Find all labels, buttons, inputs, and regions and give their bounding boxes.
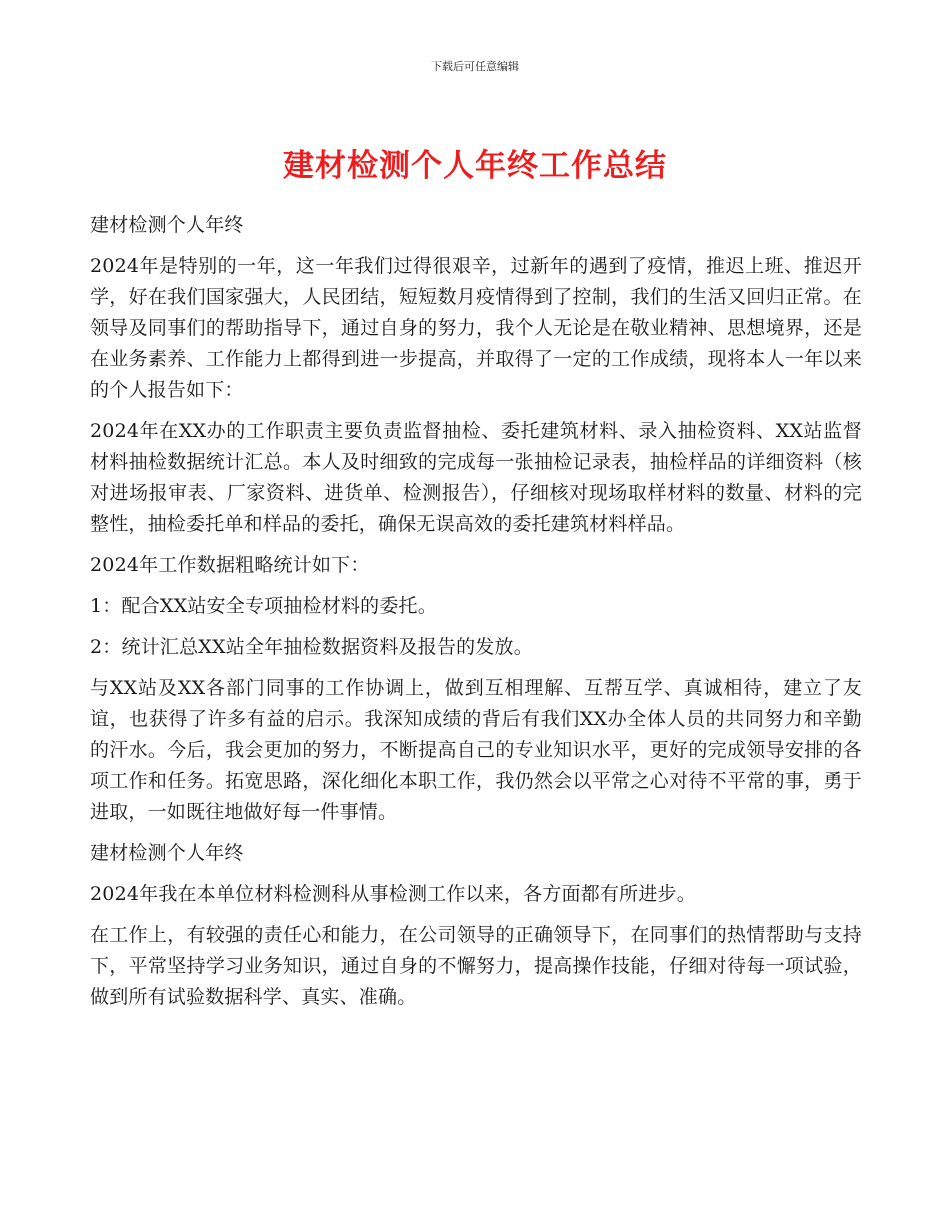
header-note: 下载后可任意编辑 [431, 60, 519, 73]
paragraph-duties: 2024年在XX办的工作职责主要负责监督抽检、委托建筑材料、录入抽检资料、XX站监督材料抽检数据统计汇总。本人及时细致的完成每一张抽检记录表，抽检样品的详细资料（核对进场报审表、厂家资料、进货单、检测报告），仔细核对现场取样材料的数量、材料的完整性，抽检委托单和样品的委托，确保无误高效的委托建筑材料样品。 [90, 420, 862, 535]
list-item-1: 1：配合XX站安全专项抽检材料的委托。 [90, 595, 437, 617]
paragraph-stats-heading: 2024年工作数据粗略统计如下： [90, 554, 370, 576]
document-body [90, 210, 862, 1023]
paragraph-coordination: 与XX站及XX各部门同事的工作协调上，做到互相理解、互帮互学、真诚相待，建立了友谊，也获得了许多有益的启示。我深知成绩的背后有我们XX办全体人员的共同努力和辛勤的汗水。今后，我会更加的努力，不断提高自己的专业知识水平，更好的完成领导安排的各项工作和任务。拓宽思路，深化细化本职工作，我仍然会以平常之心对待不平常的事，勇于进取，一如既往地做好每一件事情。 [90, 677, 862, 823]
paragraph-subtitle-1: 建材检测个人年终 [90, 214, 244, 236]
paragraph-work: 在工作上，有较强的责任心和能力，在公司领导的正确领导下，在同事们的热情帮助与支持下，平常坚持学习业务知识，通过自身的不懈努力，提高操作技能，仔细对待每一项试验，做到所有试验数据科学、真实、准确。 [90, 924, 862, 1008]
paragraph-subtitle-2: 建材检测个人年终 [90, 842, 244, 864]
paragraph-intro: 2024年是特别的一年，这一年我们过得很艰辛，过新年的遇到了疫情，推迟上班、推迟开学，好在我们国家强大，人民团结，短短数月疫情得到了控制，我们的生活又回归正常。在领导及同事们的帮助指导下，通过自身的努力，我个人无论是在敬业精神、思想境界，还是在业务素养、工作能力上都得到进一步提高，并取得了一定的工作成绩，现将本人一年以来的个人报告如下： [90, 255, 862, 401]
document-title: 建材检测个人年终工作总结 [283, 148, 667, 184]
paragraph-progress: 2024年我在本单位材料检测科从事检测工作以来，各方面都有所进步。 [90, 883, 696, 905]
list-item-2: 2：统计汇总XX站全年抽检数据资料及报告的发放。 [90, 636, 533, 658]
